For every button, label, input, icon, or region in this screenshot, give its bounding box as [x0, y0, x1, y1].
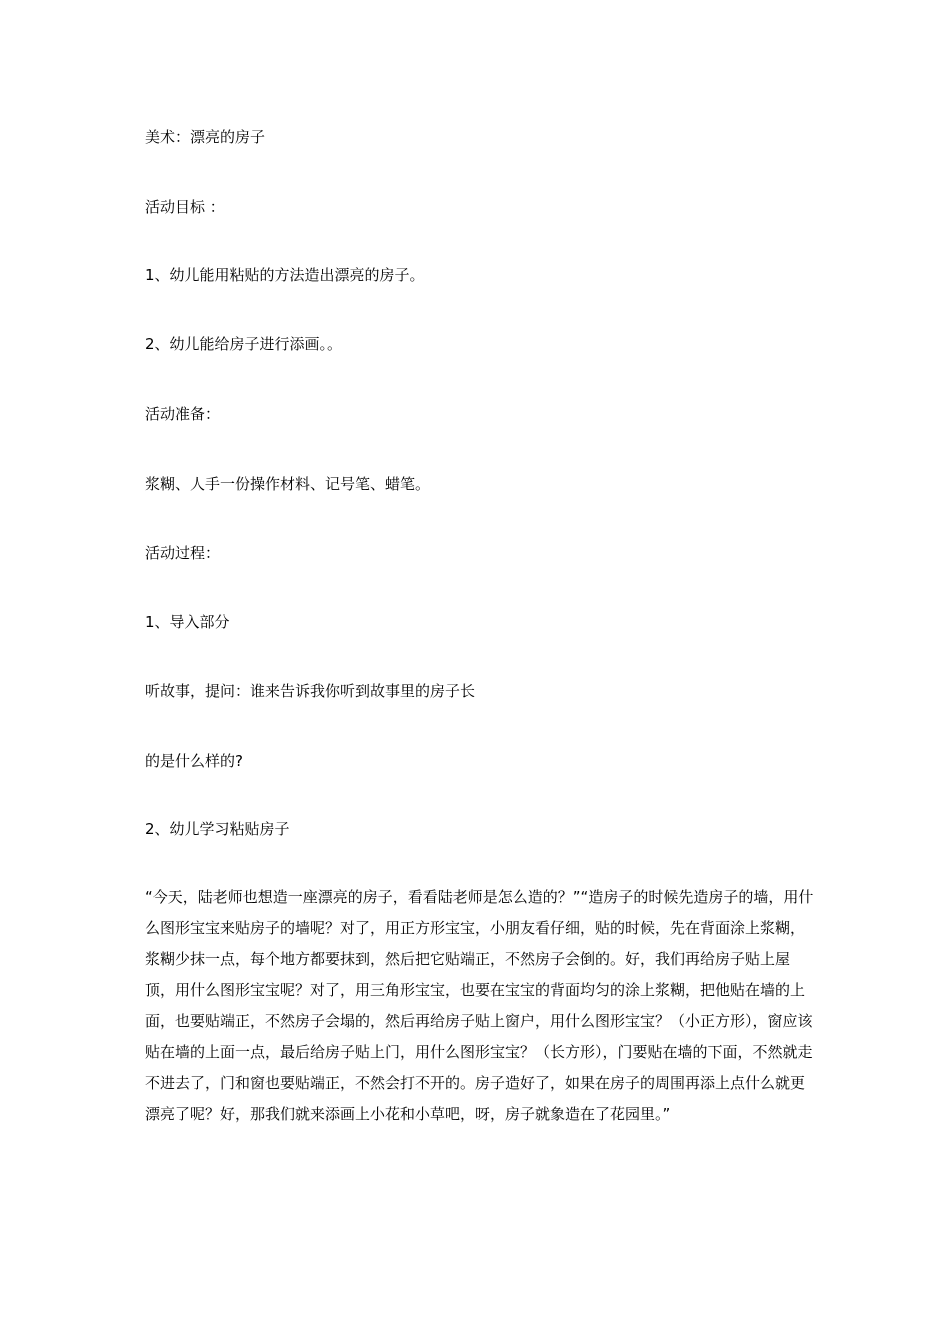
goal-item-1: 1、幼儿能用粘贴的方法造出漂亮的房子。: [145, 266, 425, 284]
document-title: 美术：漂亮的房子: [145, 128, 266, 146]
goal-heading: 活动目标 ：: [145, 198, 225, 216]
step-1-heading: 1、导入部分: [145, 613, 230, 631]
prep-text: 浆糊、人手一份操作材料、记号笔、蜡笔。: [145, 475, 431, 493]
step-2-heading: 2、幼儿学习粘贴房子: [145, 820, 290, 838]
step-1-text-line-1: 听故事，提问：谁来告诉我你听到故事里的房子长: [145, 682, 476, 700]
process-heading: 活动过程：: [145, 544, 221, 562]
step-1-text-line-2: 的是什么样的?: [145, 752, 243, 770]
goal-item-2: 2、幼儿能给房子进行添画。。: [145, 335, 343, 353]
step-2-paragraph: “今天，陆老师也想造一座漂亮的房子，看看陆老师是怎么造的？”“造房子的时候先造房子的墙，用什么图形宝宝来贴房子的墙呢？对了，用正方形宝宝，小朋友看仔细，贴的时候，先在背面涂上浆糊，浆糊少抹一点，每个地方都要抹到，然后把它贴端正，不然房子会倒的。好，我们再给房子贴上屋顶，用什么图形宝宝呢？对了，用三角形宝宝，也要在宝宝的背面均匀的涂上浆糊，把他贴在墙的上面，也要贴端正，不然房子会塌的，然后再给房子贴上窗户，用什么图形宝宝？（小正方形），窗应该贴在墙的上面一点，最后给房子贴上门，用什么图形宝宝？（长方形），门要贴在墙的下面，不然就走不进去了，门和窗也要贴端正，不然会打不开的。房子造好了，如果在房子的周围再添上点什么就更漂亮了呢？好，那我们就来添画上小花和小草吧，呀，房子就象造在了花园里。”: [145, 888, 814, 1123]
prep-heading: 活动准备：: [145, 405, 221, 423]
